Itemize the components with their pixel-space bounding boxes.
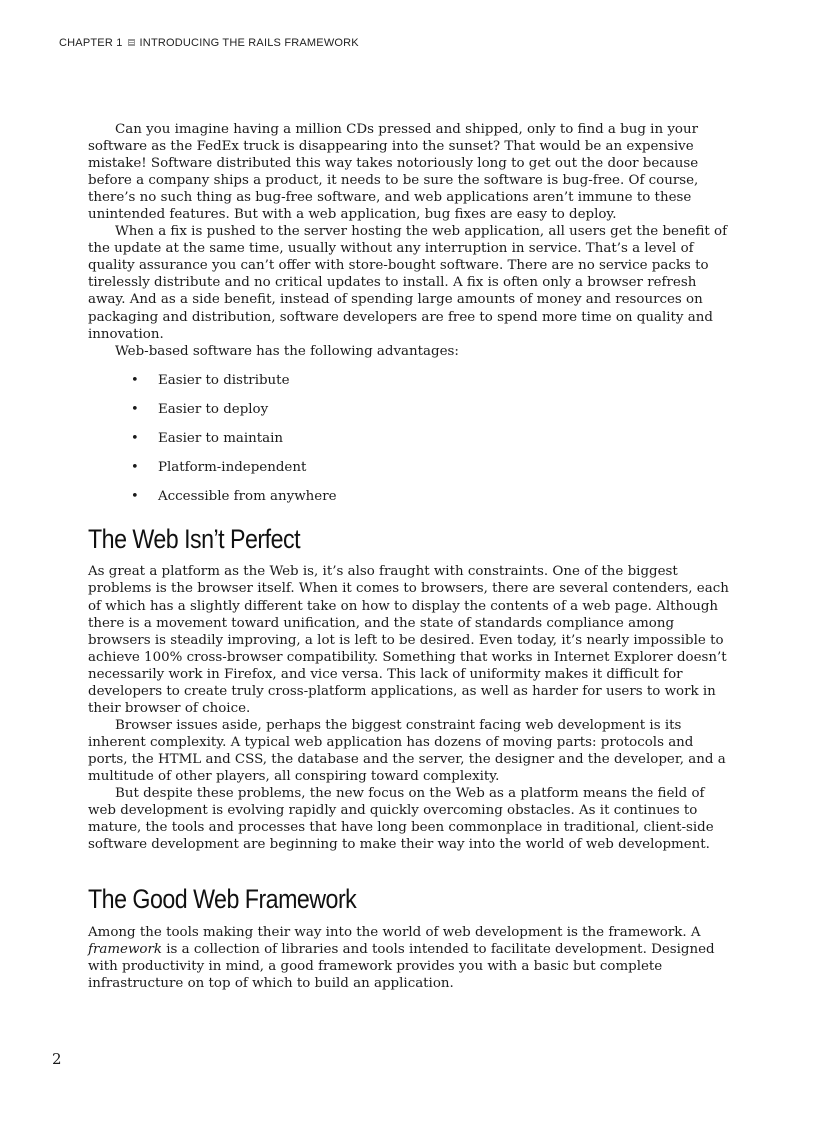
list-item-text: Accessible from anywhere (158, 489, 337, 505)
list-item-text: Easier to deploy (158, 401, 269, 417)
advantages-list (88, 372, 730, 506)
list-item-text: Platform-independent (158, 460, 307, 476)
list-item (88, 459, 730, 476)
running-head-separator-icon (128, 39, 135, 46)
list-item (88, 488, 730, 505)
running-head (59, 37, 359, 49)
bullet-icon: • (131, 460, 139, 476)
bullet-icon: • (131, 489, 139, 505)
page-body (88, 121, 730, 992)
framework-text-before: Among the tools making their way into the world of web development is the framework. A (88, 925, 701, 941)
list-item (88, 372, 730, 389)
list-item (88, 430, 730, 447)
page-number: 2 (52, 1050, 62, 1068)
running-head-chapter: CHAPTER 1 (59, 37, 123, 49)
intro-paragraph-1: Can you imagine having a million CDs pressed and shipped, only to find a bug in your software as the FedEx truck is disappearing into the sunset? That would be an expensive mistake! Software distributed this way takes notoriously long to get out the door because before a company ships a product, it needs to be sure the software is bug-free. Of course, there’s no such thing as bug-free software, and web applications aren’t immune to these unintended features. But with a web application, bug fixes are easy to deploy. (88, 122, 699, 223)
web-paragraph-3: But despite these problems, the new focus on the Web as a platform means the field of web development is evolving rapidly and quickly overcoming obstacles. As it continues to mature, the tools and processes that have long been commonplace in traditional, client-side software development are beginning to make their way into the world of web development. (88, 786, 714, 853)
section-heading-web-isnt-perfect: The Web Isn’t Perfect (88, 524, 301, 555)
bullet-icon: • (131, 401, 139, 417)
intro-paragraph-2: When a fix is pushed to the server hosting the web application, all users get the benefit of the update at the same time, usually without any interruption in service. That’s a level of quality assurance you can’t offer with store-bought software. There are no service packs to tirelessly distribute and no critical updates to install. A fix is often only a browser refresh away. And as a side benefit, instead of spending large amounts of money and resources on packaging and distribution, software developers are free to spend more time on quality and innovation. (88, 224, 728, 342)
web-paragraph-1: As great a platform as the Web is, it’s also fraught with constraints. One of the biggest problems is the browser itself. When it comes to browsers, there are several contenders, each of which has a slightly different take on how to display the contents of a web page. Although there is a movement toward unification, and the state of standards compliance among browsers is steadily improving, a lot is left to be desired. Even today, it’s nearly impossible to achieve 100% cross-browser compatibility. Something that works in Internet Explorer doesn’t necessarily work in Firefox, and vice versa. This lack of uniformity makes it difficult for developers to create truly cross-platform applications, as well as harder for users to work in their browser of choice. (88, 564, 729, 716)
list-item-text: Easier to distribute (158, 372, 290, 388)
list-item-text: Easier to maintain (158, 431, 284, 447)
bullet-icon: • (131, 431, 139, 447)
running-head-title: INTRODUCING THE RAILS FRAMEWORK (139, 37, 359, 49)
section-heading-good-web-framework: The Good Web Framework (88, 884, 357, 915)
web-paragraph-2: Browser issues aside, perhaps the biggest constraint facing web development is its inherent complexity. A typical web application has dozens of moving parts: protocols and ports, the HTML and CSS, the database and the server, the designer and the developer, and a multitude of other players, all conspiring toward complexity. (88, 717, 726, 784)
intro-paragraph-3: Web-based software has the following advantages: (115, 343, 459, 359)
bullet-icon: • (131, 372, 139, 388)
list-item (88, 401, 730, 418)
framework-term: framework (88, 942, 163, 958)
framework-text-after: is a collection of libraries and tools intended to facilitate development. Designed with productivity in mind, a good framework provides you with a basic but complete infrastructure on top of which to build an application. (88, 942, 715, 992)
framework-paragraph-1 (88, 924, 730, 992)
